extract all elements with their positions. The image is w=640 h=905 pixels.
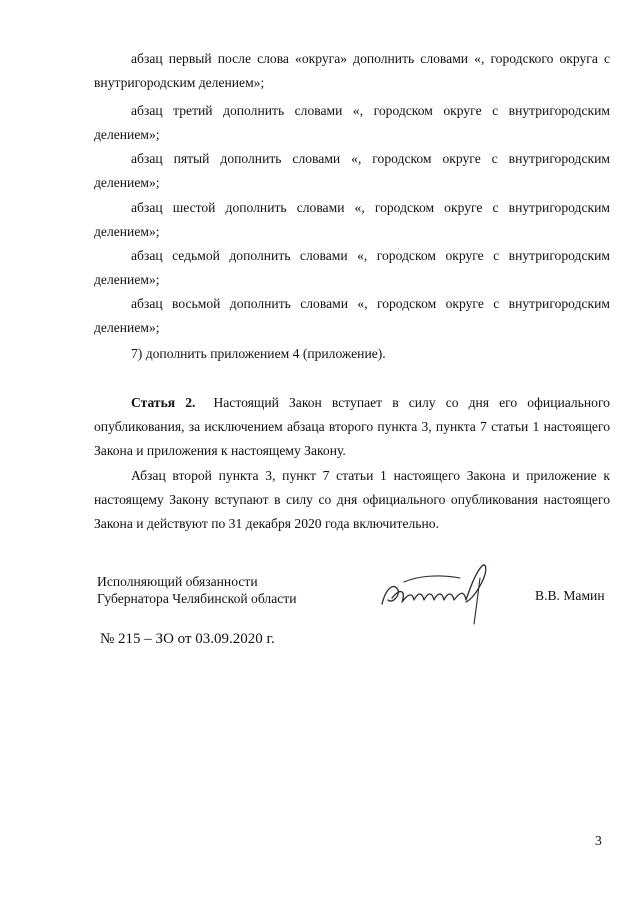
amendment-paragraph-1: абзац первый после слова «округа» дополнить словами «, городского округа с внутригородским делением»; [94,51,610,90]
handwritten-signature [378,558,498,628]
signer-name: В.В. Мамин [535,588,605,603]
amendment-paragraph-6: абзац шестой дополнить словами «, городском округе с внутригородским делением»; [94,200,610,239]
amendment-paragraph-8: абзац восьмой дополнить словами «, городском округе с внутригородским делением»; [94,296,610,335]
article-2 [94,391,610,463]
amendment-paragraph-7: абзац седьмой дополнить словами «, городском округе с внутригородским делением»; [94,248,610,287]
amendment-paragraph-5: абзац пятый дополнить словами «, городском округе с внутригородским делением»; [94,151,610,190]
signer-position-line-1: Исполняющий обязанности [97,574,258,589]
signer-position-line-2: Губернатора Челябинской области [97,591,297,606]
article-2-heading: Статья 2. [131,395,196,410]
amendment-item-7: 7) дополнить приложением 4 (приложение). [131,346,386,361]
article-2-paragraph-2: Абзац второй пункта 3, пункт 7 статьи 1 настоящего Закона и приложение к настоящему Закону вступают в силу со дня официального опубликования настоящего Закона и действуют по 31 декабря 2020 года включительно. [94,468,610,531]
amendment-paragraph-3: абзац третий дополнить словами «, городском округе с внутригородским делением»; [94,103,610,142]
page-number: 3 [595,833,602,848]
law-number-date: № 215 – ЗО от 03.09.2020 г. [100,631,275,647]
article-2-text: Настоящий Закон вступает в силу со дня его официального опубликования, за исключением абзаца второго пункта 3, пункта 7 статьи 1 настоящего Закона и приложения к настоящему Закону. [94,395,610,458]
signer-position [97,573,297,607]
